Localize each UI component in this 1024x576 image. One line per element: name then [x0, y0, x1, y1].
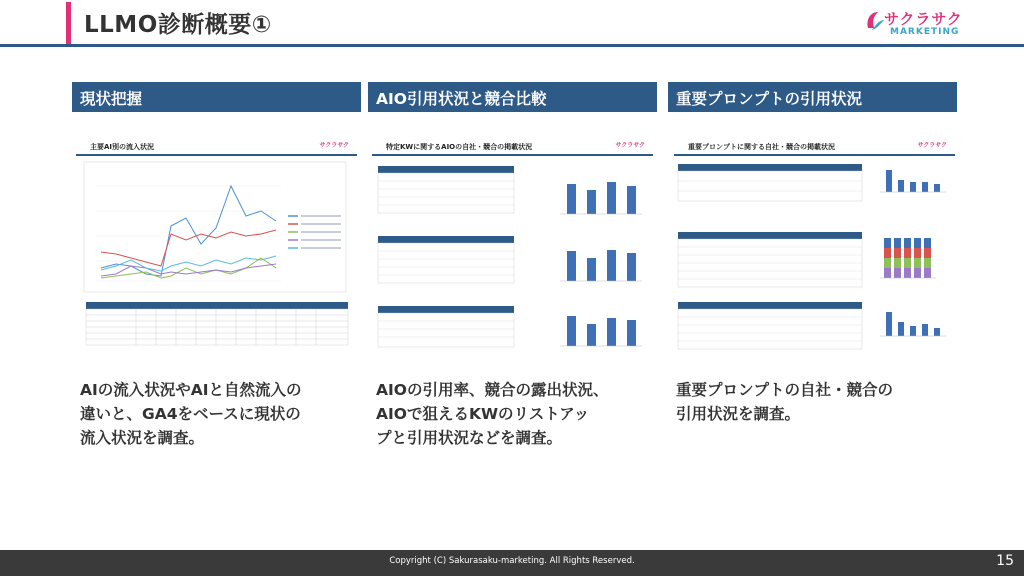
title-accent-bar [66, 2, 71, 44]
footer-bar [0, 550, 1024, 576]
thumbnail-header [76, 138, 357, 156]
thumbnail-title: 主要AI別の流入状況 [90, 143, 155, 151]
thumbnail-header [372, 138, 653, 156]
thumbnail-header [674, 138, 955, 156]
logo-text-en: MARKETING [890, 27, 960, 37]
description-prompt-citation: 重要プロンプトの自社・競合の 引用状況を調査。 [676, 381, 894, 423]
prompt-tables-charts-preview [674, 156, 955, 350]
copyright-text: Copyright (C) Sakurasaku-marketing. All Rights Reserved. [389, 556, 635, 566]
brand-logo [862, 6, 966, 40]
logo-text-jp: サクラサク [884, 10, 963, 28]
thumbnail-title: 重要プロンプトに関する自社・競合の掲載状況 [688, 143, 835, 151]
thumbnail-aio-report [372, 138, 653, 350]
sakura-logo-icon [862, 8, 886, 32]
page-number: 15 [996, 553, 1014, 569]
description-aio-citation: AIOの引用率、競合の露出状況、 AIOで狙えるKWのリストアッ プと引用状況などを調査。 [376, 381, 609, 447]
title-underline [0, 44, 1024, 47]
thumbnail-title: 特定KWに関するAIOの自社・競合の掲載状況 [386, 143, 533, 151]
aio-tables-charts-preview [372, 156, 653, 350]
thumbnail-prompt-report [674, 138, 955, 350]
column-header-prompt-citation: 重要プロンプトの引用状況 [668, 82, 957, 112]
column-header-current-status: 現状把握 [72, 82, 361, 112]
traffic-line-chart-preview [76, 156, 357, 350]
thumbnail-logo: サクラサク [319, 142, 349, 149]
thumbnail-logo: サクラサク [917, 142, 947, 149]
description-current-status: AIの流入状況やAIと自然流入の 違いと、GA4をベースに現状の 流入状況を調査。 [80, 381, 302, 447]
thumbnail-logo: サクラサク [615, 142, 645, 149]
thumbnail-traffic-report [76, 138, 357, 350]
column-header-aio-citation: AIO引用状況と競合比較 [368, 82, 657, 112]
slide-title: LLMO診断概要① [84, 12, 272, 38]
